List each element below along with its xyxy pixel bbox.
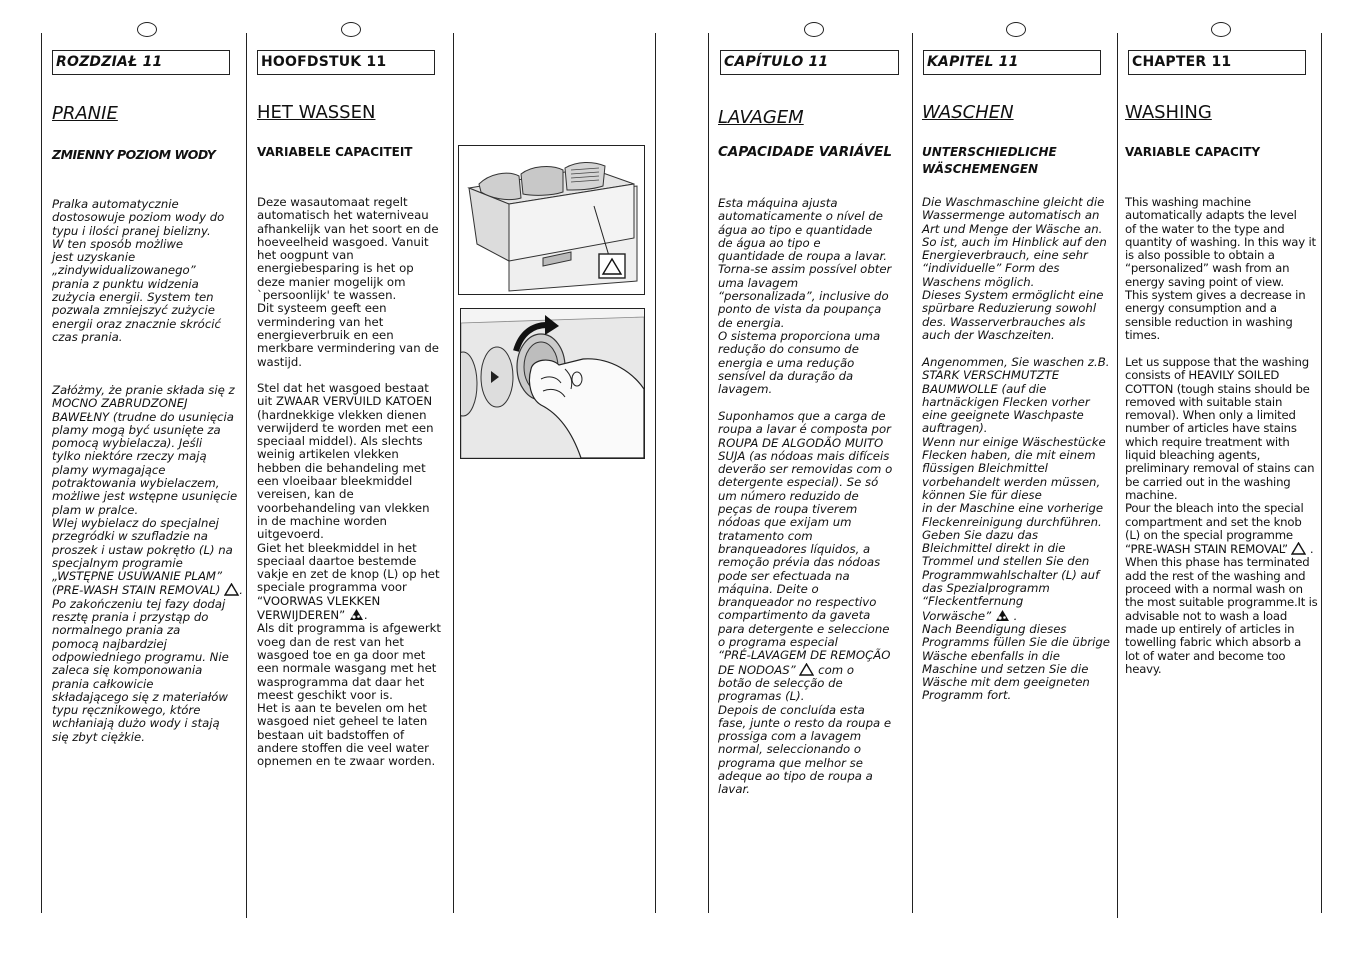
language-flag-icon xyxy=(1006,22,1026,37)
section-subtitle: UNTERSCHIEDLICHE WÄSCHEMENGEN xyxy=(922,145,1057,176)
body-paragraph: Suponhamos que a carga de roupa a lavar é composta por ROUPA DE ALGODÃO MUITO SUJA (as nódoas mais difíceis deverão ser removidas com o detergente especial). Se só um número reduzido de peças de roupa tiverem nódoas que exijam um tratamento com branqueadores líquidos, a remoção prévia das nódoas pode ser efectuada na máquina. Deite o branqueador no respectivo compartimento da gaveta para detergente e seleccione o programa especial “PRÉ-LAVAGEM DE REMOÇÃO DE NODOAS” com o botão de selecção de programas (L). Depois de concluída esta fase, junte o resto da roupa e prossiga com a lavagem normal, seleccionando o programa que melhor se adeque ao tipo de roupa a lavar. xyxy=(718,409,893,797)
section-subtitle: CAPACIDADE VARIÁVEL xyxy=(718,144,892,160)
column-divider xyxy=(41,33,42,913)
language-flag-icon xyxy=(341,22,361,37)
body-paragraph: Angenommen, Sie waschen z.B. STARK VERSCHMUTZTE BAUMWOLLE (auf die hartnäckigen Flecken vorher eine geeignete Waschpaste auftragen). Wenn nur einige Wäschestücke Flecken haben, die mit einem flüssigen Bleichmittel vorbehandelt werden müssen, können Sie für diese in der Maschine eine vorherige Fleckenreinigung durchführen. Geben Sie dazu das Bleichmittel direkt in die Trommel und stellen Sie den Programmwahlschalter (L) auf das Spezialprogramm “Fleckentfernung Vorwäsche” . Nach Beendigung dieses Programms füllen Sie die übrige Wäsche ebenfalls in die Maschine und setzen Sie die Wäsche mit dem geeigneten Programm fort. xyxy=(922,355,1110,703)
stain-removal-icon xyxy=(349,608,364,621)
column-divider xyxy=(1321,33,1322,913)
program-knob-illustration xyxy=(460,308,645,459)
language-flag-icon xyxy=(137,22,157,37)
body-paragraph: Załóżmy, że pranie składa się z MOCNO ZABRUDZONEJ BAWEŁNY (trudne do usunięcia plamy mogą być usunięte za pomocą wybielacza). Jeśli tylko niektóre rzeczy mają plamy wymagające potraktowania wybielaczem, możliwe jest wstępne usunięcie plam w pralce. Wlej wybielacz do specjalnej przegródki w szufladzie na proszek i ustaw pokrętło (L) na specjalnym programie „WSTĘPNE USUWANIE PLAM” (PRE-WASH STAIN REMOVAL) . Po zakończeniu tej fazy dodaj resztę prania i przystąp do normalnego prania za pomocą najbardziej odpowiedniego programu. Nie zaleca się komponowania prania całkowicie składającego się z materiałów typu ręcznikowego, które wchłaniają dużo wody i stają się zbyt ciężkie. xyxy=(52,383,243,744)
warning-triangle-icon xyxy=(1291,542,1306,555)
warning-triangle-icon xyxy=(799,663,814,676)
section-title: HET WASSEN xyxy=(257,102,376,123)
chapter-heading: CAPÍTULO 11 xyxy=(720,50,899,75)
section-title: WASCHEN xyxy=(922,102,1014,123)
body-paragraph: Esta máquina ajusta automaticamente o nível de água ao tipo e quantidade de água ao tipo e quantidade de roupa a lavar. Torna-se assim possível obter uma lavagem “personalizada”, inclusive do ponto de vista da poupança de energia. O sistema proporciona uma redução do consumo de energia e uma redução sensível da duração da lavagem. xyxy=(718,196,892,397)
chapter-heading: CHAPTER 11 xyxy=(1128,50,1306,75)
column-divider xyxy=(708,33,709,913)
body-paragraph: Stel dat het wasgoed bestaat uit ZWAAR VERVUILD KATOEN (hardnekkige vlekken dienen verwijderd te worden met een speciaal middel). Als slechts weinig artikelen vlekken hebben die behandeling met een vloeibaar bleekmiddel vereisen, kan de voorbehandeling van vlekken in de machine worden uitgevoerd. Giet het bleekmiddel in het speciaal daartoe bestemde vakje en zet de knop (L) op het speciale programma voor “VOORWAS VLEKKEN VERWIJDEREN” . Als dit programma is afgewerkt voeg dan de rest van het wasgoed toe en ga door met een normale wasgang met het wasprogramma dat daar het meest geschikt voor is. Het is aan te bevelen om het wasgoed niet geheel te laten bestaan uit badstoffen of andere stoffen die veel water opnemen en te zwaar worden. xyxy=(257,381,442,769)
section-title: PRANIE xyxy=(52,103,118,124)
language-flag-icon xyxy=(804,22,824,37)
detergent-drawer-illustration xyxy=(458,145,645,295)
language-flag-icon xyxy=(1211,22,1231,37)
section-subtitle: VARIABELE CAPACITEIT xyxy=(257,145,413,159)
warning-triangle-icon xyxy=(224,583,239,596)
stain-removal-icon xyxy=(995,609,1010,622)
column-divider xyxy=(1117,33,1118,918)
section-title: LAVAGEM xyxy=(718,107,804,128)
program-knob-icon xyxy=(461,309,644,458)
section-subtitle: VARIABLE CAPACITY xyxy=(1125,145,1261,159)
body-paragraph: Pralka automatycznie dostosowuje poziom wody do typu i ilości pranej bielizny. W ten sposób możliwe jest uzyskanie „zindywidualizowanego” prania z punktu widzenia zużycia energii. System ten pozwala zmniejszyć zużycie energii oraz znacznie skrócić czas prania. xyxy=(52,197,225,344)
section-subtitle: ZMIENNY POZIOM WODY xyxy=(52,147,216,162)
body-paragraph: This washing machine automatically adapts the level of the water to the type and quantity of washing. In this way it is also possible to obtain a “personalized” wash from an energy saving point of view. This system gives a decrease in energy consumption and a sensible reduction in washing times. xyxy=(1125,195,1316,342)
chapter-heading: KAPITEL 11 xyxy=(923,50,1101,75)
column-divider xyxy=(453,33,454,913)
detergent-drawer-icon xyxy=(459,146,644,294)
body-paragraph: Let us suppose that the washing consists of HEAVILY SOILED COTTON (tough stains should be removed with suitable stain removal). When only a limited number of articles have stains which require treatment with liquid bleaching agents, preliminary removal of stains can be carried out in the washing machine. Pour the bleach into the special compartment and set the knob (L) on the special programme “PRE-WASH STAIN REMOVAL” . When this phase has terminated add the rest of the washing and proceed with a normal wash on the most suitable programme.It is advisable not to wash a load made up entirely of articles in towelling fabric which absorb a lot of water and become too heavy. xyxy=(1125,355,1318,676)
body-paragraph: Deze wasautomaat regelt automatisch het waterniveau afhankelijk van het soort en de hoeveelheid wasgoed. Vanuit het oogpunt van energiebesparing is het op deze manier mogelijk om `persoonlijk' te wassen. Dit systeem geeft een vermindering van het energieverbruik en een merkbare vermindering van de wastijd. xyxy=(257,195,439,369)
column-divider xyxy=(655,33,656,913)
chapter-heading: HOOFDSTUK 11 xyxy=(257,50,435,75)
body-paragraph: Die Waschmaschine gleicht die Wassermenge automatisch an Art und Menge der Wäsche an. So ist, auch im Hinblick auf den Energieverbrauch, eine sehr “individuelle” Form des Waschens möglich. Dieses System ermöglicht eine spürbare Reduzierung sowohl des. Wasserverbrauches als auch der Waschzeiten. xyxy=(922,195,1107,342)
chapter-heading: ROZDZIAŁ 11 xyxy=(52,50,230,75)
section-title: WASHING xyxy=(1125,102,1212,123)
